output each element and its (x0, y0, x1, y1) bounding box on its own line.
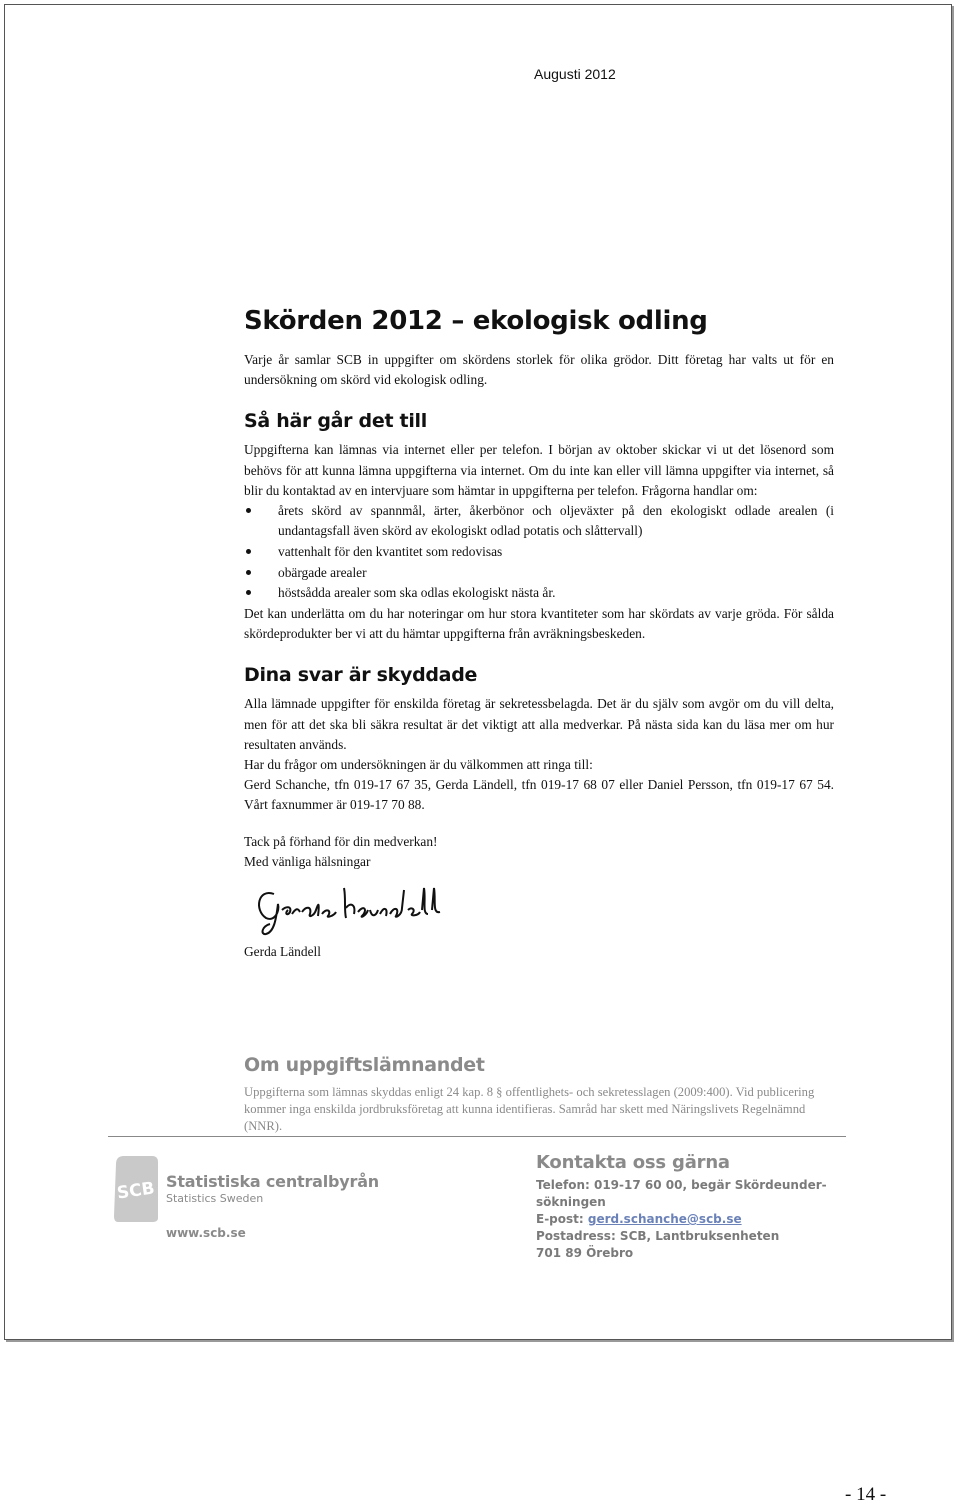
contacts-paragraph: Gerd Schanche, tfn 019-17 67 35, Gerda Ländell, tfn 019-17 68 07 eller Daniel Persson, tfn 019-17 67 54. Vårt faxnummer är 019-17 70 88. (244, 777, 834, 813)
org-subtitle: Statistics Sweden (166, 1192, 264, 1205)
thanks-line: Tack på förhand för din medverkan! (244, 833, 438, 849)
regards-line: Med vänliga hälsningar (244, 853, 371, 869)
letter-body (244, 304, 834, 962)
email-link[interactable]: gerd.schanche@scb.se (587, 1212, 742, 1226)
contact-phone: Telefon: 019-17 60 00, begär Skördeunder-sökningen (536, 1178, 827, 1209)
contact-heading: Kontakta oss gärna (536, 1152, 730, 1173)
intro-paragraph: Varje år samlar SCB in uppgifter om skördens storlek för olika grödor. Ditt företag har valts ut för en undersökning om skörd vid ekologisk odling. (244, 352, 834, 388)
contact-address: Postadress: SCB, Lantbruksenheten (536, 1229, 780, 1243)
handwritten-signature (252, 880, 834, 938)
question-list (244, 501, 834, 604)
contact-postcode: 701 89 Örebro (536, 1246, 634, 1260)
bullet-icon (246, 508, 251, 513)
about-heading: Om uppgiftslämnandet (244, 1054, 485, 1076)
list-item: obärgade arealer (244, 563, 834, 583)
contact-info (536, 1177, 836, 1262)
email-label: E-post: (536, 1212, 584, 1226)
list-item: höstsådda arealer som ska odlas ekologiskt nästa år. (244, 583, 834, 603)
about-text: Uppgifterna som lämnas skyddas enligt 24 kap. 8 § offentlighets- och sekretesslagen (2009:400). Vid publicering kommer inga enskilda jordbruksföretag att kunna identifieras. Samråd har skett med Näringslivets Regelnämnd (NNR). (244, 1085, 815, 1133)
list-item: årets skörd av spannmål, ärter, åkerbönor och oljeväxter på den ekologiskt odlade arealen (i undantagsfall även skörd av ekologiskt odlad potatis och slåttervall) (244, 501, 834, 541)
section-heading-protected: Dina svar är skyddade (244, 664, 478, 687)
bullet-icon (246, 549, 251, 554)
section-heading-process: Så här går det till (244, 410, 427, 433)
org-name: Statistiska centralbyrån (166, 1172, 379, 1191)
process-after-paragraph: Det kan underlätta om du har noteringar om hur stora kvantiteter som har skördats av varje gröda. För sålda skördeprodukter ber vi att du hämtar uppgifterna från avräkningsbeskeden. (244, 606, 834, 642)
page-number: - 14 - (845, 1484, 887, 1505)
process-paragraph: Uppgifterna kan lämnas via internet eller per telefon. I början av oktober skickar vi ut det lösenord som behövs för att kunna lämna uppgifterna via internet. Om du inte kan eller vill lämna uppgifter via internet, så blir du kontaktad av en intervjuare som hämtar in uppgifterna per telefon. Frågorna handlar om: (244, 442, 834, 498)
bullet-icon (246, 570, 251, 575)
bullet-icon (246, 590, 251, 595)
letter-title: Skörden 2012 – ekologisk odling (244, 306, 708, 336)
scb-logo-icon (110, 1152, 160, 1226)
website-link[interactable]: www.scb.se (166, 1226, 246, 1240)
questions-paragraph: Har du frågor om undersökningen är du välkommen att ringa till: (244, 757, 593, 773)
contact-email-line (536, 1211, 836, 1228)
list-item: vattenhalt för den kvantitet som redovisas (244, 542, 834, 562)
protected-paragraph: Alla lämnade uppgifter för enskilda företag är sekretessbelagda. Det är du själv som avgör om du vill delta, men för att det ska bli säkra resultat är det viktigt att alla medverkar. På nästa sida kan du läsa mer om hur resultaten används. (244, 696, 834, 752)
letter-date: Augusti 2012 (534, 66, 616, 82)
signature-name: Gerda Ländell (244, 944, 321, 960)
svg-text:SCB: SCB (115, 1178, 156, 1204)
footer-divider (108, 1136, 846, 1137)
